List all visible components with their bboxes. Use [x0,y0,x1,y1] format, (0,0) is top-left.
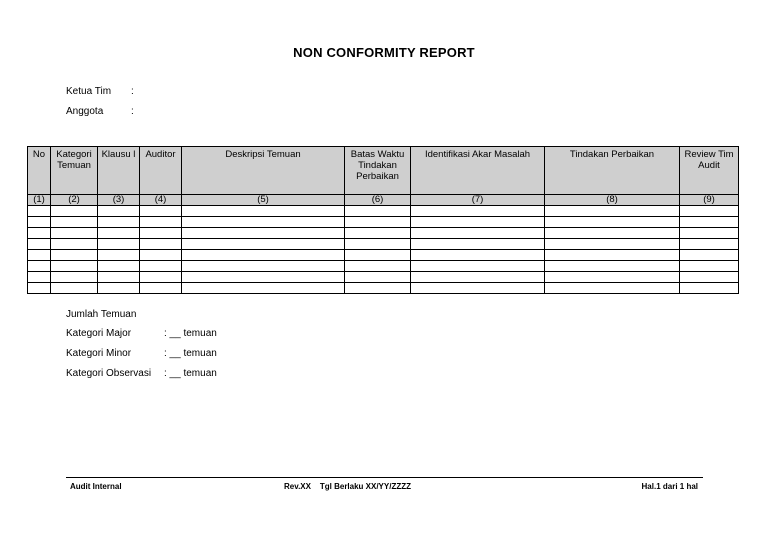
table-cell[interactable] [140,261,182,272]
table-cell[interactable] [28,250,51,261]
table-cell[interactable] [345,250,411,261]
summary-label: Kategori Observasi [66,368,152,379]
table-cell[interactable] [411,228,545,239]
header-no: No [28,147,51,195]
table-cell[interactable] [545,228,680,239]
table-cell[interactable] [51,283,98,294]
table-cell[interactable] [98,206,140,217]
table-cell[interactable] [28,228,51,239]
table-cell[interactable] [545,217,680,228]
table-cell[interactable] [98,283,140,294]
column-number: (7) [411,195,545,206]
table-cell[interactable] [411,239,545,250]
table-cell[interactable] [51,206,98,217]
summary-row-major [66,328,217,339]
table-cell[interactable] [140,228,182,239]
table-row [28,206,739,217]
header-identifikasi-akar-masalah: Identifikasi Akar Masalah [411,147,545,195]
column-number: (2) [51,195,98,206]
table-cell[interactable] [182,261,345,272]
table-row [28,250,739,261]
table-cell[interactable] [680,261,739,272]
table-cell[interactable] [680,250,739,261]
nonconformity-table [27,146,739,294]
header-review-tim-audit: Review Tim Audit [680,147,739,195]
summary-label: Kategori Major [66,328,132,339]
summary-label: Kategori Minor [66,348,132,359]
table-cell[interactable] [98,228,140,239]
table-cell[interactable] [28,217,51,228]
table-row [28,261,739,272]
table-cell[interactable] [28,239,51,250]
header-auditor: Auditor [140,147,182,195]
table-cell[interactable] [98,250,140,261]
table-row [28,283,739,294]
header-klausul: Klausu l [98,147,140,195]
table-cell[interactable] [345,272,411,283]
header-tindakan-perbaikan: Tindakan Perbaikan [545,147,680,195]
column-number: (6) [345,195,411,206]
table-cell[interactable] [98,272,140,283]
table-cell[interactable] [545,250,680,261]
table-cell[interactable] [140,206,182,217]
summary-heading: Jumlah Temuan [66,309,137,320]
table-row [28,217,739,228]
table-cell[interactable] [140,283,182,294]
table-cell[interactable] [411,217,545,228]
table-cell[interactable] [545,239,680,250]
table-cell[interactable] [411,283,545,294]
table-cell[interactable] [28,272,51,283]
column-number: (8) [545,195,680,206]
table-cell[interactable] [98,261,140,272]
table-cell[interactable] [182,272,345,283]
column-number: (3) [98,195,140,206]
table-cell[interactable] [98,239,140,250]
summary-value: : __ temuan [164,328,217,339]
table-cell[interactable] [545,272,680,283]
table-cell[interactable] [182,250,345,261]
table-cell[interactable] [51,228,98,239]
footer-center: Rev.XX Tgl Berlaku XX/YY/ZZZZ [284,482,411,491]
table-cell[interactable] [545,206,680,217]
header-kategori-temuan: Kategori Temuan [51,147,98,195]
table-cell[interactable] [680,228,739,239]
table-cell[interactable] [680,239,739,250]
table-cell[interactable] [98,217,140,228]
column-number: (9) [680,195,739,206]
table-cell[interactable] [680,283,739,294]
table-cell[interactable] [182,228,345,239]
table-cell[interactable] [345,239,411,250]
summary-value: : __ temuan [164,368,217,379]
table-cell[interactable] [140,250,182,261]
table-cell[interactable] [345,217,411,228]
team-leader-line [66,86,134,97]
table-cell[interactable] [680,206,739,217]
column-number: (1) [28,195,51,206]
table-cell[interactable] [182,239,345,250]
header-batas-waktu: Batas Waktu Tindakan Perbaikan [345,147,411,195]
team-leader-separator: : [131,86,134,97]
team-member-label: Anggota [66,106,104,117]
table-cell[interactable] [140,217,182,228]
table-cell[interactable] [345,283,411,294]
table-cell[interactable] [28,206,51,217]
summary-value: : __ temuan [164,348,217,359]
table-cell[interactable] [51,217,98,228]
column-number-row [28,195,739,206]
table-cell[interactable] [545,283,680,294]
table-row [28,228,739,239]
table-cell[interactable] [51,272,98,283]
table-cell[interactable] [51,250,98,261]
team-member-line [66,106,134,117]
table-body [28,195,739,294]
page-title: NON CONFORMITY REPORT [293,45,475,60]
table-row [28,272,739,283]
table-cell[interactable] [28,283,51,294]
table-cell[interactable] [680,217,739,228]
header-deskripsi-temuan: Deskripsi Temuan [182,147,345,195]
table-cell[interactable] [411,261,545,272]
column-number: (5) [182,195,345,206]
table-row [28,239,739,250]
footer-right: Hal.1 dari 1 hal [641,482,698,491]
table-cell[interactable] [182,283,345,294]
table-cell[interactable] [345,206,411,217]
table-cell[interactable] [345,228,411,239]
summary-row-minor [66,348,217,359]
team-leader-label: Ketua Tim [66,86,112,97]
table-cell[interactable] [182,217,345,228]
team-member-separator: : [131,106,134,117]
table-cell[interactable] [140,239,182,250]
table-cell[interactable] [140,272,182,283]
summary-row-observasi [66,368,217,379]
footer-left: Audit Internal [70,482,122,491]
table-cell[interactable] [182,206,345,217]
footer-divider [66,477,703,478]
table-cell[interactable] [411,250,545,261]
table-cell[interactable] [51,261,98,272]
table-cell[interactable] [545,261,680,272]
column-number: (4) [140,195,182,206]
table-cell[interactable] [411,206,545,217]
table-cell[interactable] [680,272,739,283]
table-cell[interactable] [28,261,51,272]
table-cell[interactable] [345,261,411,272]
table-cell[interactable] [411,272,545,283]
table-cell[interactable] [51,239,98,250]
